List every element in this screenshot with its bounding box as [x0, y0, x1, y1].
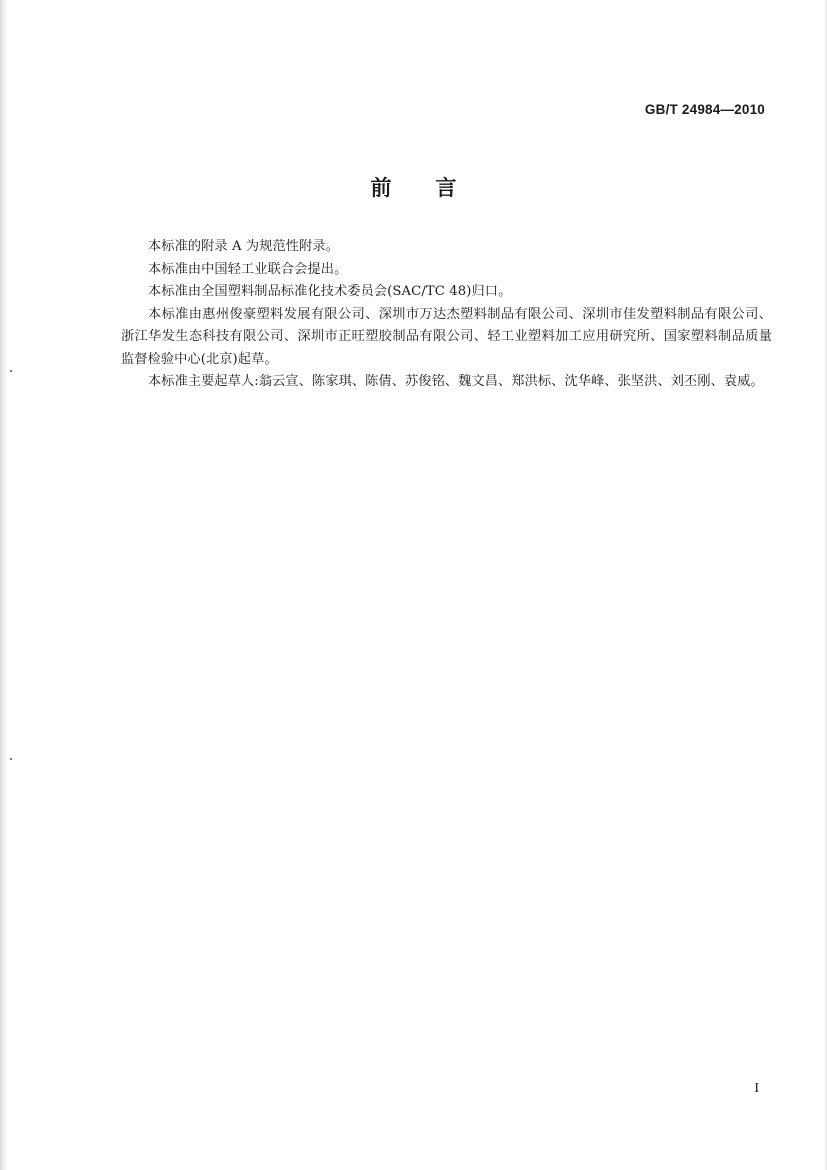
page-number: I [754, 1081, 759, 1096]
paragraph-proposer: 本标准由中国轻工业联合会提出。 [148, 261, 348, 277]
scan-speck [10, 370, 12, 372]
page-title: 前言 [370, 176, 501, 200]
scan-speck [10, 758, 12, 760]
paragraph-drafters: 本标准主要起草人:翁云宣、陈家琪、陈倩、苏俊铭、魏文昌、郑洪标、沈华峰、张坚洪、刘丕刚、袁威。 [148, 374, 764, 389]
standard-number: GB/T 24984—2010 [644, 102, 765, 117]
paragraph-committee: 本标准由全国塑料制品标准化技术委员会(SAC/TC 48)归口。 [148, 284, 512, 299]
paragraph-annex: 本标准的附录 A 为规范性附录。 [148, 239, 339, 254]
foreword-body [121, 236, 772, 394]
paragraph-drafting-units: 本标准由惠州俊豪塑料发展有限公司、深圳市万达杰塑料制品有限公司、深圳市佳发塑料制品有限公司、浙江华发生态科技有限公司、深圳市正旺塑胶制品有限公司、轻工业塑料加工应用研究所、国家塑料制品质量监督检验中心(北京)起草。 [121, 306, 772, 367]
